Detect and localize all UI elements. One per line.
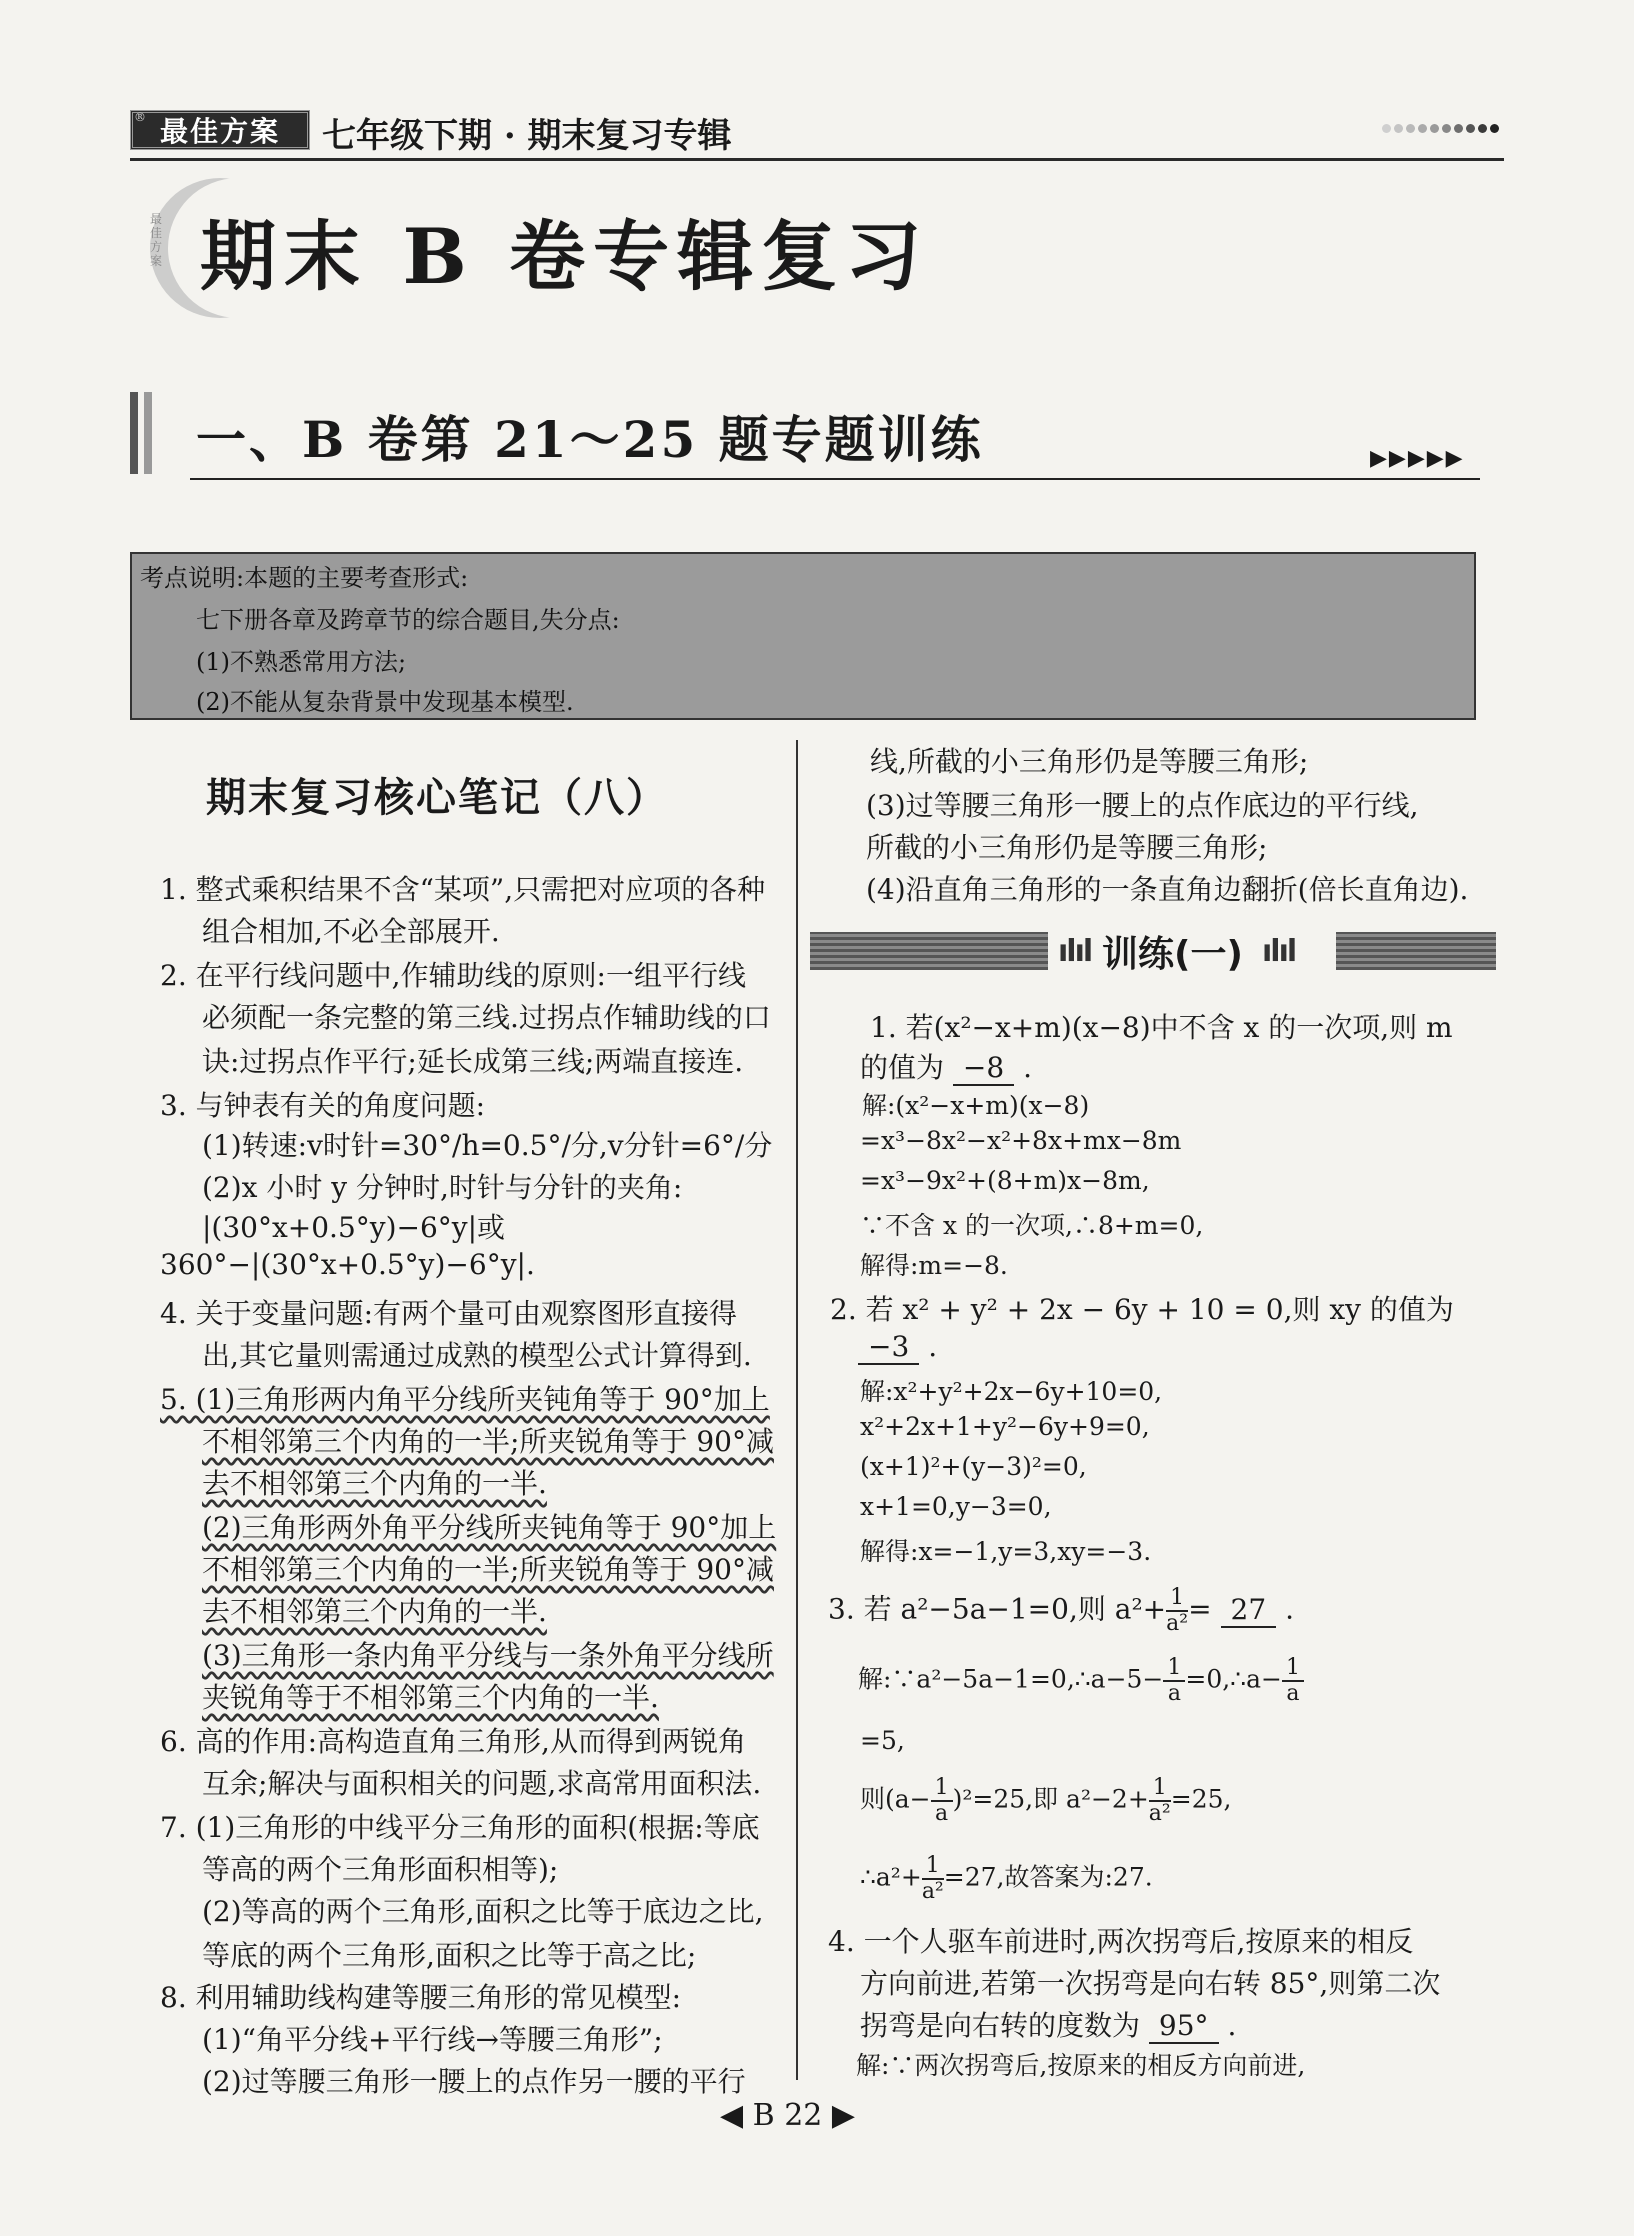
question-text: 3. 若 a²−5a−1=0,则 a²+ xyxy=(828,1592,1167,1626)
note-item-line: 6. 高的作用:高构造直角三角形,从而得到两锐角 xyxy=(160,1725,746,1758)
fraction-numerator: 1 xyxy=(922,1854,944,1880)
notes-continued-line: (3)过等腰三角形一腰上的点作底边的平行线, xyxy=(866,789,1419,822)
section-arrows-icon: ▶▶▶▶▶ xyxy=(1370,446,1465,471)
note-item-line: (2)过等腰三角形一腰上的点作另一腰的平行 xyxy=(202,2065,746,2098)
note-item-line: 必须配一条完整的第三线.过拐点作辅助线的口 xyxy=(202,1001,771,1034)
section-bars-icon xyxy=(130,392,152,474)
header-dots xyxy=(1382,124,1499,133)
header-dot-icon xyxy=(1478,124,1487,133)
solution-line: 解:(x²−x+m)(x−8) xyxy=(862,1091,1090,1120)
fraction xyxy=(1149,1776,1171,1826)
solution-text: 解:∵a²−5a−1=0,∴a−5− xyxy=(858,1664,1164,1694)
header-dot-icon xyxy=(1418,124,1427,133)
note-item-line: 3. 与钟表有关的角度问题: xyxy=(160,1089,486,1122)
question-text: 的值为 xyxy=(860,1051,945,1084)
note-item-line: 去不相邻第三个内角的一半. xyxy=(202,1467,547,1500)
fraction xyxy=(922,1854,944,1904)
header-dot-icon xyxy=(1382,124,1391,133)
notes-continued-line: 线,所截的小三角形仍是等腰三角形; xyxy=(870,745,1309,778)
note-item-line: (2)三角形两外角平分线所夹钝角等于 90°加上 xyxy=(202,1511,777,1544)
note-item-line: 5. (1)三角形两内角平分线所夹钝角等于 90°加上 xyxy=(160,1383,770,1416)
notes-title: 期末复习核心笔记（八） xyxy=(206,775,668,821)
note-item-line: 等底的两个三角形,面积之比等于高之比; xyxy=(202,1939,697,1972)
solution-text: =0,∴a− xyxy=(1185,1664,1282,1694)
notes-continued-line: 所截的小三角形仍是等腰三角形; xyxy=(866,831,1268,864)
question-text: . xyxy=(1023,1051,1033,1084)
solution-line: x²+2x+1+y²−6y+9=0, xyxy=(860,1412,1150,1441)
note-item-line: 2. 在平行线问题中,作辅助线的原则:一组平行线 xyxy=(160,959,746,992)
note-item-line: 不相邻第三个内角的一半;所夹锐角等于 90°减 xyxy=(202,1553,774,1586)
fraction xyxy=(1163,1656,1185,1706)
note-item-line: 互余;解决与面积相关的问题,求高常用面积法. xyxy=(202,1767,762,1800)
note-item-line: (2)等高的两个三角形,面积之比等于底边之比, xyxy=(202,1895,764,1928)
answer-blank: −3 xyxy=(858,1330,919,1365)
note-item-line: 夹锐角等于不相邻第三个内角的一半. xyxy=(202,1681,659,1714)
header-dot-icon xyxy=(1490,124,1499,133)
solution-line: =5, xyxy=(860,1726,905,1755)
training-stripe-right xyxy=(1336,932,1496,970)
question-text: . xyxy=(928,1330,938,1363)
solution-line: =x³−9x²+(8+m)x−8m, xyxy=(860,1166,1150,1195)
section-rule xyxy=(190,478,1480,480)
question-2-blank-line xyxy=(858,1330,937,1365)
bars-icon: ılıl xyxy=(1058,934,1092,969)
question-1-blank-line xyxy=(860,1046,1032,1086)
solution-line: 解得:x=−1,y=3,xy=−3. xyxy=(860,1537,1152,1566)
fraction-numerator: 1 xyxy=(1282,1656,1304,1682)
brand-badge xyxy=(130,110,310,150)
solution-line: x+1=0,y−3=0, xyxy=(860,1492,1052,1521)
note-line: (2)不能从复杂背景中发现基本模型. xyxy=(196,688,574,716)
note-item-line: 组合相加,不必全部展开. xyxy=(202,915,500,948)
registered-mark: ® xyxy=(134,110,146,124)
fraction xyxy=(931,1776,953,1826)
solution-text: =25, xyxy=(1170,1784,1232,1814)
note-item-line: (3)三角形一条内角平分线与一条外角平分线所 xyxy=(202,1639,774,1672)
training-title: 训练(一) xyxy=(1102,934,1243,975)
solution-line: 解得:m=−8. xyxy=(860,1251,1008,1280)
fraction-denominator: a² xyxy=(921,1879,944,1904)
solution-line xyxy=(858,1656,1304,1706)
note-item-line: 去不相邻第三个内角的一半. xyxy=(202,1595,547,1628)
header-dot-icon xyxy=(1454,124,1463,133)
column-divider xyxy=(796,740,798,2080)
note-item-line: 1. 整式乘积结果不含“某项”,只需把对应项的各种 xyxy=(160,873,766,906)
moon-label: 最佳方案 xyxy=(150,212,163,268)
fraction-denominator: a² xyxy=(1148,1801,1171,1826)
solution-text: ∴a²+ xyxy=(860,1862,922,1892)
header-rule xyxy=(130,158,1504,161)
question-4-blank-line xyxy=(860,2004,1236,2044)
question-text: . xyxy=(1227,2009,1237,2042)
fraction xyxy=(1166,1586,1188,1636)
note-line: 考点说明:本题的主要考查形式: xyxy=(140,564,469,592)
solution-line: ∵不含 x 的一次项,∴8+m=0, xyxy=(860,1211,1204,1240)
note-item-line: |(30°x+0.5°y)−6°y|或 xyxy=(202,1211,506,1244)
solution-line: 解:x²+y²+2x−6y+10=0, xyxy=(860,1377,1163,1406)
header-dot-icon xyxy=(1430,124,1439,133)
header-dot-icon xyxy=(1466,124,1475,133)
note-item-line: (1)“角平分线+平行线→等腰三角形”; xyxy=(202,2023,663,2056)
note-item-line: 出,其它量则需通过成熟的模型公式计算得到. xyxy=(202,1339,752,1372)
header-dot-icon xyxy=(1442,124,1451,133)
solution-text: =27,故答案为:27. xyxy=(943,1862,1153,1892)
note-item-line: 诀:过拐点作平行;延长成第三线;两端直接连. xyxy=(202,1045,744,1078)
note-item-line: 等高的两个三角形面积相等); xyxy=(202,1853,559,1886)
fraction xyxy=(1282,1656,1304,1706)
note-line: 七下册各章及跨章节的综合题目,失分点: xyxy=(196,606,620,634)
solution-text: 则(a− xyxy=(860,1784,931,1814)
answer-blank: 95° xyxy=(1149,2009,1219,2044)
question-1-text: 1. 若(x²−x+m)(x−8)中不含 x 的一次项,则 m xyxy=(870,1011,1453,1044)
note-item-line: (2)x 小时 y 分钟时,时针与分针的夹角: xyxy=(202,1171,683,1204)
page-number: ◀ B 22 ▶ xyxy=(720,2098,855,2133)
question-4-text: 4. 一个人驱车前进时,两次拐弯后,按原来的相反 xyxy=(828,1925,1414,1958)
answer-blank: −8 xyxy=(953,1051,1014,1086)
fraction-numerator: 1 xyxy=(931,1776,953,1802)
question-text: = xyxy=(1188,1592,1212,1626)
fraction-numerator: 1 xyxy=(1149,1776,1171,1802)
solution-line: =x³−8x²−x²+8x+mx−8m xyxy=(860,1126,1182,1155)
note-item-line: 7. (1)三角形的中线平分三角形的面积(根据:等底 xyxy=(160,1811,760,1844)
question-2-text: 2. 若 x² + y² + 2x − 6y + 10 = 0,则 xy 的值为 xyxy=(830,1293,1454,1326)
training-stripe-left xyxy=(810,932,1048,970)
note-item-line: 4. 关于变量问题:有两个量可由观察图形直接得 xyxy=(160,1297,738,1330)
question-text: . xyxy=(1285,1592,1294,1626)
header-dot-icon xyxy=(1394,124,1403,133)
solution-line: 解:∵两次拐弯后,按原来的相反方向前进, xyxy=(856,2051,1306,2080)
note-item-line: 360°−|(30°x+0.5°y)−6°y|. xyxy=(160,1248,535,1281)
bars-icon: ılıl xyxy=(1262,934,1296,969)
brand-text: 最佳方案 xyxy=(159,115,280,148)
note-item-line: 不相邻第三个内角的一半;所夹锐角等于 90°减 xyxy=(202,1425,774,1458)
fraction-denominator: a xyxy=(1167,1681,1181,1706)
solution-line: (x+1)²+(y−3)²=0, xyxy=(860,1452,1087,1481)
question-text: 拐弯是向右转的度数为 xyxy=(860,2009,1141,2042)
fraction-denominator: a xyxy=(1286,1681,1300,1706)
note-item-line: 8. 利用辅助线构建等腰三角形的常见模型: xyxy=(160,1981,682,2014)
solution-text: )²=25,即 a²−2+ xyxy=(952,1784,1149,1814)
fraction-numerator: 1 xyxy=(1163,1656,1185,1682)
notes-continued-line: (4)沿直角三角形的一条直角边翻折(倍长直角边). xyxy=(866,873,1469,906)
question-3-text xyxy=(828,1586,1294,1636)
solution-line xyxy=(860,1854,1153,1904)
header-subtitle: 七年级下期 · 期末复习专辑 xyxy=(322,116,732,156)
section-title: 一、B 卷第 21～25 题专题训练 xyxy=(196,410,984,469)
note-line: (1)不熟悉常用方法; xyxy=(196,648,407,676)
page-title: 期末 B 卷专辑复习 xyxy=(200,212,930,301)
exam-note-box xyxy=(130,552,1476,720)
header-dot-icon xyxy=(1406,124,1415,133)
fraction-denominator: a² xyxy=(1166,1611,1189,1636)
solution-line xyxy=(860,1776,1231,1826)
answer-blank: 27 xyxy=(1221,1593,1277,1628)
question-4-text: 方向前进,若第一次拐弯是向右转 85°,则第二次 xyxy=(860,1967,1441,2000)
fraction-denominator: a xyxy=(935,1801,949,1826)
note-item-line: (1)转速:v时针=30°/h=0.5°/分,v分针=6°/分 xyxy=(202,1129,773,1162)
fraction-numerator: 1 xyxy=(1166,1586,1188,1612)
